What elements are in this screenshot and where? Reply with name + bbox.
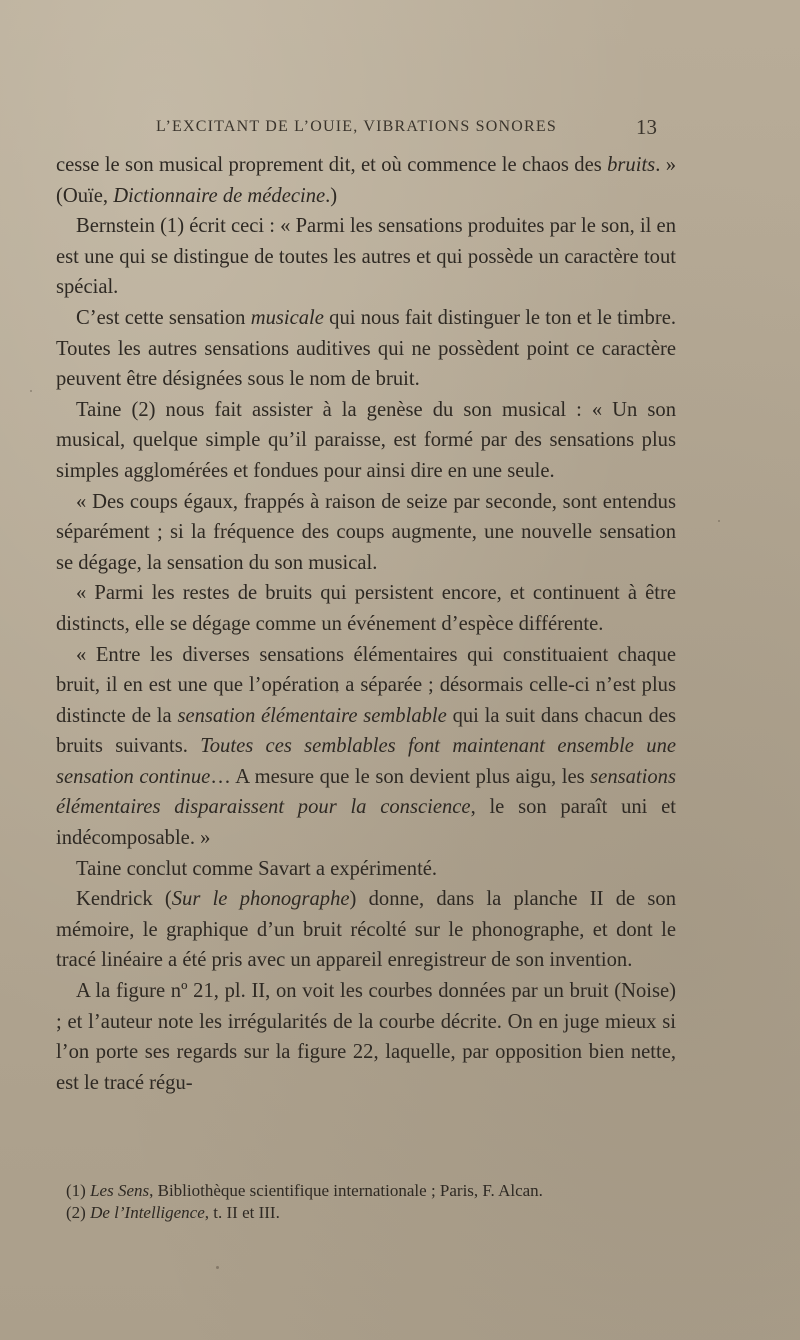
italic-run: De l’Intelligence <box>90 1203 205 1222</box>
text-run: qui la suit dans chacun des bruits suivants. <box>56 704 676 758</box>
text-run: . » (Ouïe, <box>56 154 677 207</box>
paragraph <box>56 640 676 854</box>
text-run: Bernstein (1) écrit ceci : « Parmi les sensations produites par le son, il en est une qui se distingue de toutes les autres et qui possède un caractère tout spécial. <box>56 215 676 299</box>
text-run: « Entre les diverses sensations élémentaires qui constituaient chaque bruit, il en est une que l’opération a séparée ; désormais celle-ci n’est plus distincte de la <box>56 643 676 727</box>
footnotes <box>66 1180 686 1224</box>
italic-run: Toutes ces semblables font maintenant ensemble une sensation continue <box>56 735 677 788</box>
text-run: … A mesure que le son devient plus aigu, les <box>210 765 591 788</box>
italic-run: musicale <box>250 306 324 329</box>
text-run: Taine (2) nous fait assister à la genèse du son musical : « Un son musical, quelque simple qu’il paraisse, est formé par des sensations plus simples agglomérées et fondues pour ainsi dire en une seule. <box>56 398 676 482</box>
body-text <box>56 150 676 1098</box>
paper-speck <box>30 390 32 392</box>
text-run: qui nous fait distinguer le ton et le timbre. Toutes les autres sensations auditives qui ne possèdent point ce caractère peuvent être désignées sous le nom de bruit. <box>56 306 676 391</box>
paragraph <box>56 976 676 1098</box>
footnote-mark: (1) <box>66 1181 91 1200</box>
italic-run: sensations élémentaires disparaissent pour la conscience <box>56 765 676 819</box>
italic-run: sensation élémentaire semblable <box>177 704 447 727</box>
text-run: C’est cette sensation <box>76 306 251 329</box>
paragraph <box>56 211 676 303</box>
paragraph <box>56 303 676 395</box>
italic-run: bruits <box>607 154 656 176</box>
text-run: Taine conclut comme Savart a expérimenté. <box>76 857 438 880</box>
text-run: , Bibliothèque scientifique internationale ; Paris, F. Alcan. <box>149 1181 543 1200</box>
paragraph <box>56 487 676 579</box>
paragraph <box>56 150 676 211</box>
running-head <box>0 115 800 142</box>
italic-run: Sur le phonographe <box>171 888 350 911</box>
text-run: Kendrick ( <box>76 888 172 911</box>
paragraph <box>56 578 676 639</box>
text-run: « Parmi les restes de bruits qui persistent encore, et continuent à être distincts, elle se dégage comme un événement d’espèce différente. <box>56 582 676 635</box>
running-title: L’EXCITANT DE L’OUIE, VIBRATIONS SONORES <box>156 118 557 135</box>
footnote <box>66 1202 686 1224</box>
text-run: , le son paraît uni et indécomposable. » <box>56 796 676 850</box>
page-number: 13 <box>636 115 657 139</box>
footnote-mark: (2) <box>66 1203 91 1222</box>
text-run: cesse le son musical proprement dit, et où commence le chaos des <box>56 154 608 176</box>
text-run: .) <box>325 184 338 207</box>
paper-speck <box>216 1266 219 1269</box>
text-run: A la figure nº 21, pl. II, on voit les courbes données par un bruit (Noise) ; et l’auteur note les irrégularités de la courbe décrite. On en juge mieux si l’on porte ses regards sur la figure 22, laquelle, par opposition bien nette, est le tracé régu- <box>56 980 676 1094</box>
italic-run: Dictionnaire de médecine <box>113 184 326 207</box>
paragraph <box>56 395 676 487</box>
text-run: « Des coups égaux, frappés à raison de seize par seconde, sont entendus séparément ; si la fréquence des coups augmente, une nouvelle sensation se dégage, la sensation du son musical. <box>56 490 676 574</box>
paragraph <box>56 854 676 885</box>
text-run: , t. II et III. <box>204 1203 280 1222</box>
footnote <box>66 1180 686 1202</box>
paper-speck <box>336 690 338 693</box>
italic-run: Les Sens <box>90 1181 150 1200</box>
paper-speck <box>718 520 720 522</box>
text-run: ) donne, dans la planche II de son mémoire, le graphique d’un bruit récolté sur le phonographe, et dont le tracé linéaire a été pris avec un appareil enregistreur de son invention. <box>56 888 676 972</box>
paragraph <box>56 884 676 976</box>
